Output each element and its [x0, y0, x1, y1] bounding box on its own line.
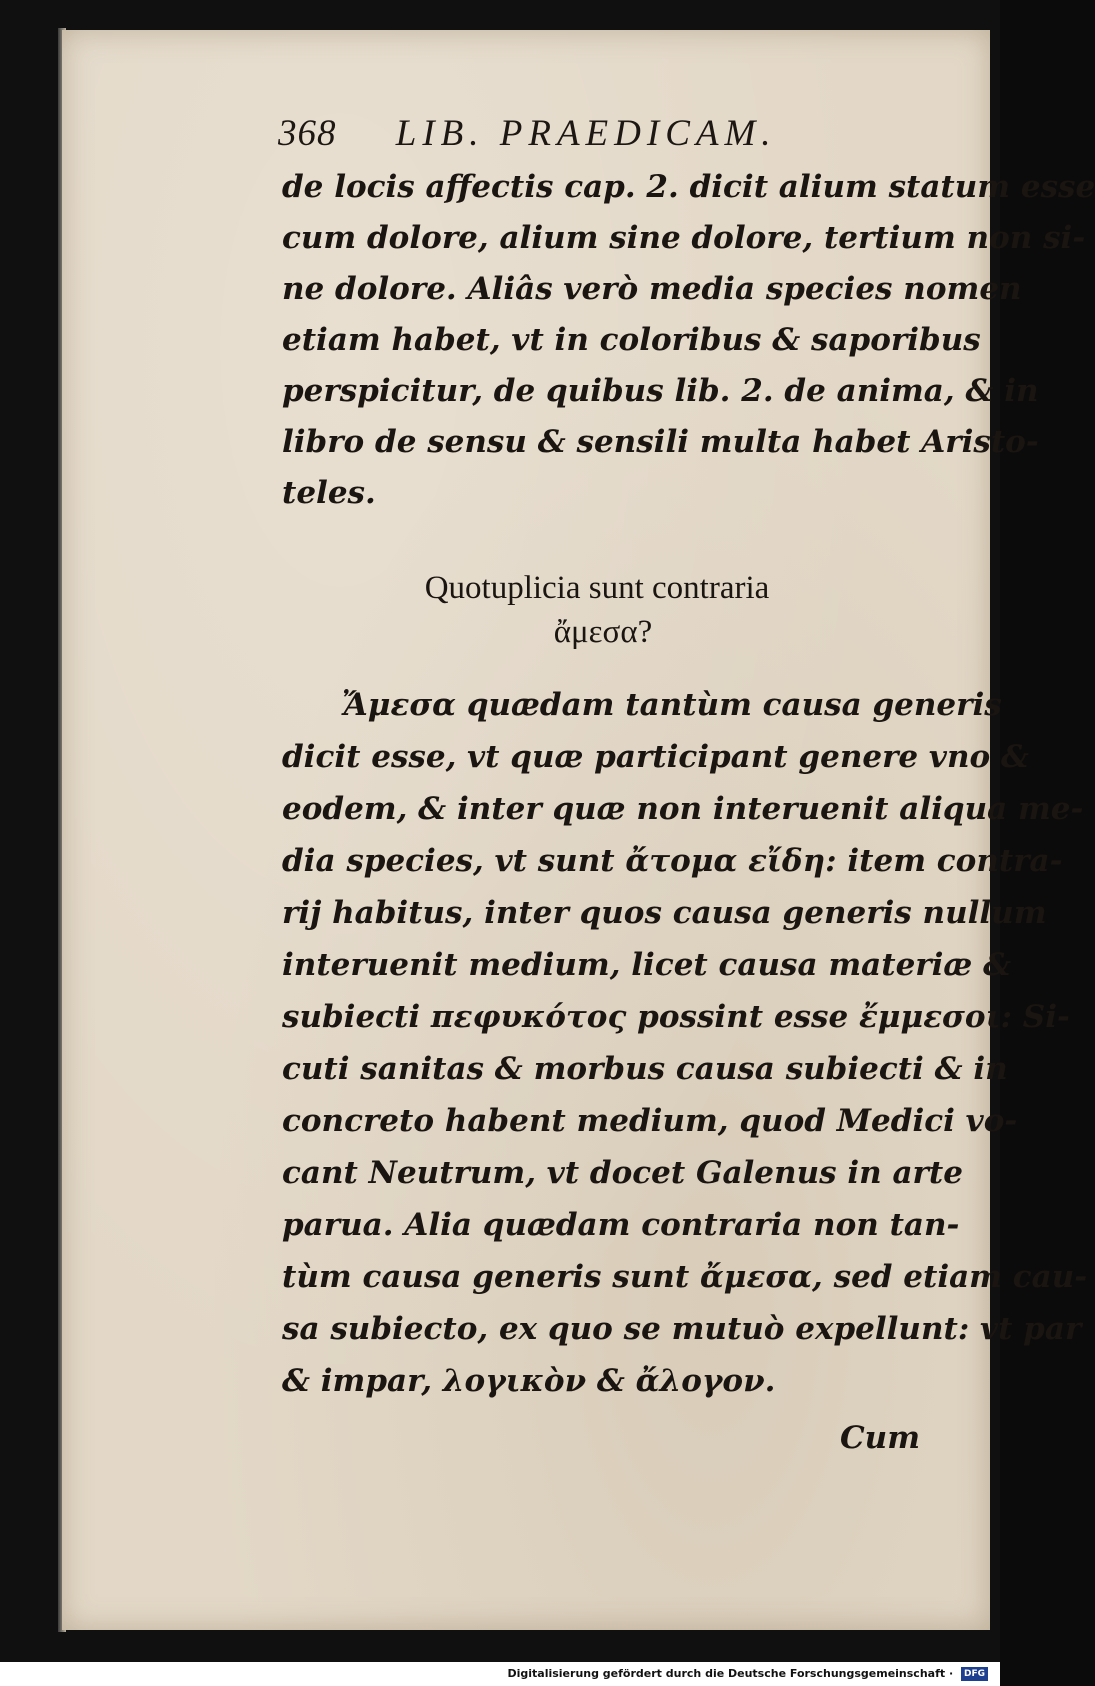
running-head-title: LIB. PRAEDICAM.	[395, 113, 777, 154]
paragraph-1	[282, 162, 1095, 519]
text-line: sa subiecto, ex quo se mutuò expellunt: vt par	[282, 1311, 1082, 1347]
running-head	[278, 112, 898, 160]
text-line: dia species, vt sunt ἄτομα εἴδη: item contra-	[282, 843, 1063, 879]
catchword: Cum	[840, 1420, 921, 1456]
text-line: etiam habet, vt in coloribus & saporibus	[282, 322, 981, 358]
text-line: rij habitus, inter quos causa generis nullum	[282, 895, 1047, 931]
section-heading-line-1: Quotuplicia sunt contraria	[424, 570, 770, 606]
page-number: 368	[278, 113, 337, 154]
text-line: Ἄμεσα quædam tantùm causa generis	[342, 687, 1002, 723]
text-line: parua. Alia quædam contraria non tan-	[282, 1207, 960, 1243]
text-line: teles.	[282, 475, 376, 511]
paragraph-2	[282, 680, 1088, 1408]
text-line: de locis affectis cap. 2. dicit alium statum esse	[282, 169, 1095, 205]
text-line: ne dolore. Aliâs verò media species nomen	[282, 271, 1022, 307]
text-line: dicit esse, vt quæ participant genere vno &	[282, 739, 1029, 775]
section-heading-line-2: ἄμεσα?	[553, 614, 653, 650]
text-line: cant Neutrum, vt docet Galenus in arte	[282, 1155, 963, 1191]
text-line: libro de sensu & sensili multa habet Aristo-	[282, 424, 1039, 460]
text-line: cum dolore, alium sine dolore, tertium non si-	[282, 220, 1086, 256]
text-line: concreto habent medium, quod Medici vo-	[282, 1103, 1018, 1139]
text-line: interuenit medium, licet causa materiæ &	[282, 947, 1012, 983]
text-line: tùm causa generis sunt ἄμεσα, sed etiam cau-	[282, 1259, 1088, 1295]
digitization-footer	[0, 1662, 1000, 1686]
footer-credit: Digitalisierung gefördert durch die Deutsche Forschungsgemeinschaft ·	[507, 1667, 954, 1680]
text-line: subiecti πεφυκότος possint esse ἔμμεσοι: Si-	[282, 999, 1070, 1035]
text-line: & impar, λογικὸν & ἄλογον.	[282, 1363, 776, 1399]
section-heading	[282, 566, 912, 654]
text-line: eodem, & inter quæ non interuenit aliqua me-	[282, 791, 1084, 827]
text-line: perspicitur, de quibus lib. 2. de anima, & in	[282, 373, 1039, 409]
text-line: cuti sanitas & morbus causa subiecti & in	[282, 1051, 1008, 1087]
dfg-logo-icon: DFG	[961, 1667, 988, 1681]
